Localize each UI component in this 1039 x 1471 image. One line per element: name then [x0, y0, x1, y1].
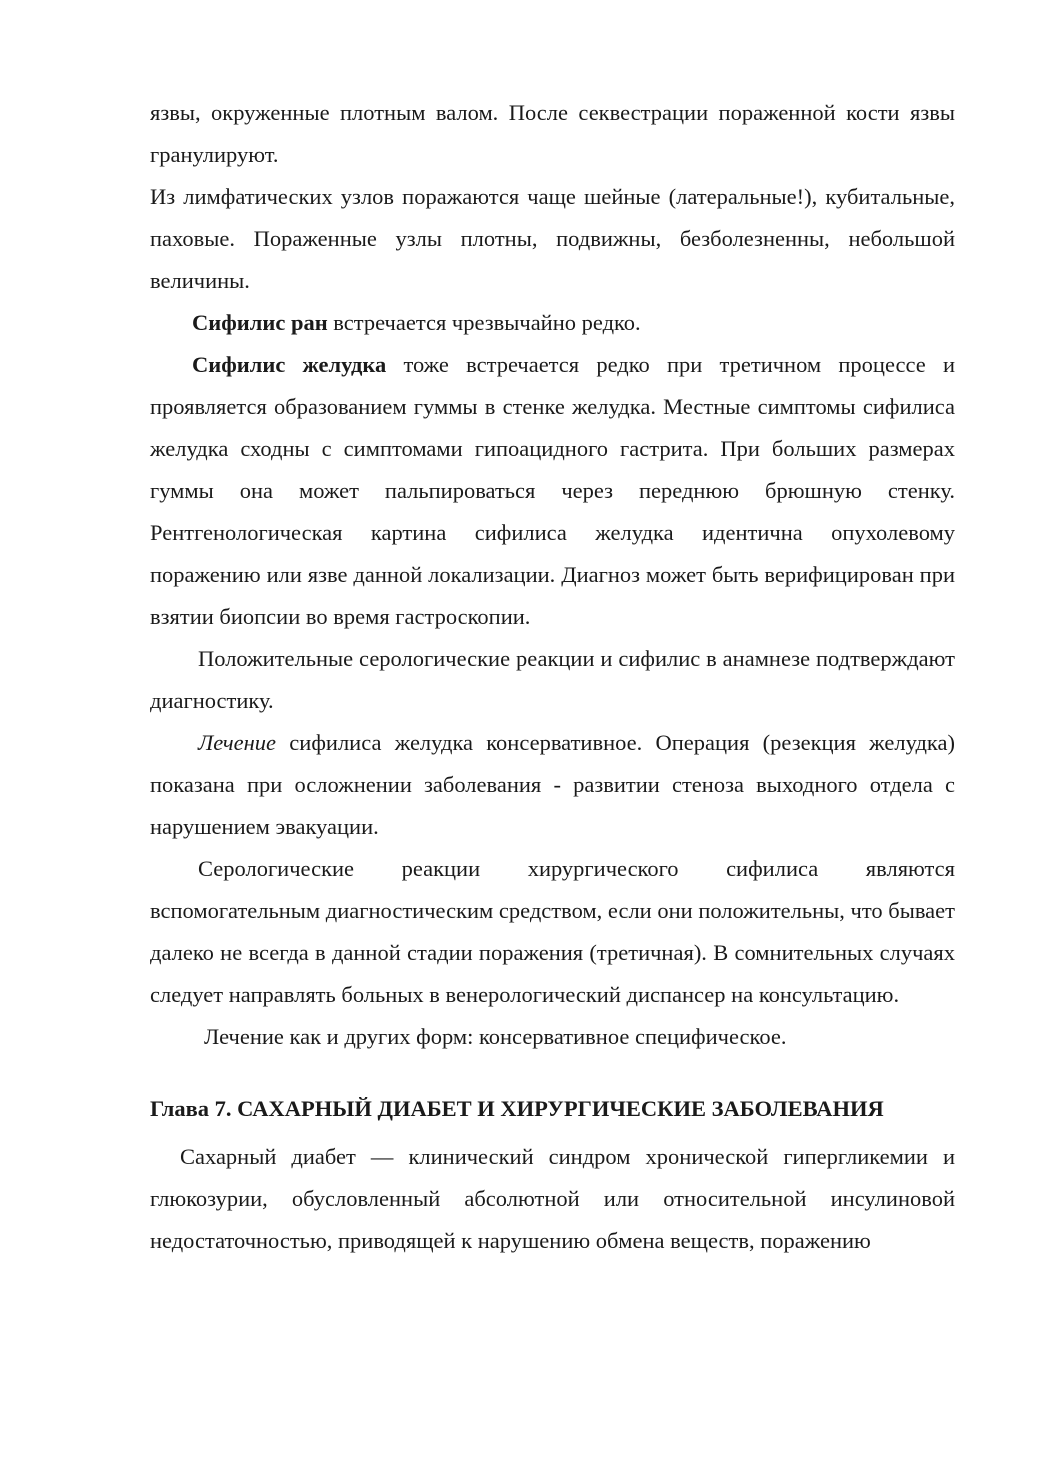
paragraph-serological-reactions: Серологические реакции хирургического сифилиса являются вспомогательным диагностическим средством, если они положительны, что бывает далеко не всегда в данной стадии поражения (третичная). В сомнительных случаях следует направлять больных в венерологический диспансер на консультацию. [150, 856, 955, 1007]
paragraph-wound-syphilis [150, 302, 955, 344]
paragraph-lymph-nodes: Из лимфатических узлов поражаются чаще шейные (латеральные!), кубитальные, паховые. Пораженные узлы плотны, подвижны, безболезненны, небольшой величины. [150, 184, 955, 293]
paragraph-bone-ulcers: язвы, окруженные плотным валом. После секвестрации пораженной кости язвы гранулируют. [150, 100, 955, 167]
paragraph-stomach-syphilis-text: тоже встречается редко при третичном процессе и проявляется образованием гуммы в стенке желудка. Местные симптомы сифилиса желудка сходны с симптомами гипоацидного гастрита. При больших размерах гуммы она может пальпироваться через переднюю брюшную стенку. Рентгенологическая картина сифилиса желудка идентична опухолевому поражению или язве данной локализации. Диагноз может быть верифицирован при взятии биопсии во время гастроскопии. [150, 352, 955, 629]
paragraph-treatment-text: сифилиса желудка консервативное. Операция (резекция желудка) показана при осложнении заболевания - развитии стеноза выходного отдела с нарушением эвакуации. [150, 730, 955, 839]
paragraph-treatment [150, 722, 955, 848]
paragraph-serology: Положительные серологические реакции и сифилис в анамнезе подтверждают диагностику. [150, 646, 955, 713]
document-page [150, 92, 955, 1262]
term-stomach-syphilis: Сифилис желудка [192, 352, 387, 377]
paragraph-stomach-syphilis [150, 344, 955, 638]
paragraph-treatment-forms: Лечение как и других форм: консервативное специфическое. [204, 1024, 787, 1049]
term-treatment: Лечение [198, 730, 277, 755]
chapter-heading: Глава 7. САХАРНЫЙ ДИАБЕТ И ХИРУРГИЧЕСКИЕ ЗАБОЛЕВАНИЯ [150, 1096, 884, 1121]
paragraph-diabetes-definition: Сахарный диабет — клинический синдром хронической гипергликемии и глюкозурии, обусловленный абсолютной или относительной инсулиновой недостаточностью, приводящей к нарушению обмена веществ, поражению [150, 1144, 955, 1253]
term-wound-syphilis: Сифилис ран [192, 310, 328, 335]
paragraph-wound-syphilis-text: встречается чрезвычайно редко. [327, 310, 641, 335]
